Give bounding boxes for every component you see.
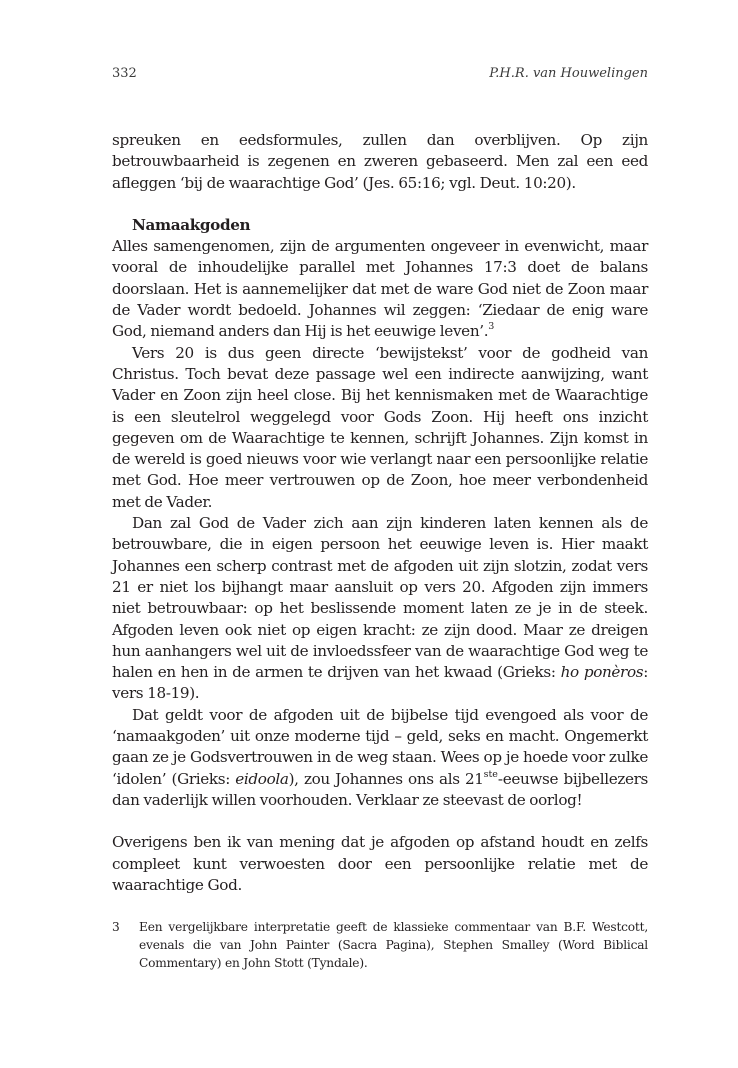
paragraph-text: ), zou Johannes ons als 21 xyxy=(288,769,484,788)
footnote-reference[interactable]: 3 xyxy=(488,321,495,333)
footnote-text: Een vergelijkbare interpretatie geeft de klassieke commentaar van B.F. Westcott, evenals die van John Painter (Sacra Pagina), Stephen Smalley (Word Biblical Commentary) en John Stott (Tyndale). xyxy=(139,920,648,970)
footnote xyxy=(112,918,648,972)
paragraph-continuation: spreuken en eedsformules, zullen dan overblijven. Op zijn betrouwbaarheid is zegenen en zweren gebaseerd. Men zal een eed afleggen ‘bij de waarachtige God’ (Jes. 65:16; vgl. Deut. 10:20). xyxy=(112,131,648,192)
paragraph-argument xyxy=(112,236,648,342)
page-number: 332 xyxy=(112,66,137,81)
footnotes xyxy=(112,918,648,972)
running-header xyxy=(112,66,648,86)
paragraph-text: -eeuwse bijbellezers dan vaderlijk willen voorhouden. Verklaar ze steevast de oorlog! xyxy=(112,769,648,809)
greek-term: ho ponèros xyxy=(560,663,644,682)
running-author: P.H.R. van Houwelingen xyxy=(489,66,648,81)
paragraph-text: Alles samengenomen, zijn de argumenten ongeveer in evenwicht, maar vooral de inhoudelijke parallel met Johannes 17:3 doet de balans doorslaan. Het is aannemelijker dat met de ware God niet de Zoon maar de Vader wordt bedoeld. Johannes wil zeggen: ‘Ziedaar de enig ware God, niemand anders dan Hij is het eeuwige leven’. xyxy=(112,237,648,341)
paragraph-modern-idols xyxy=(112,705,648,811)
paragraph-verse-20: Vers 20 is dus geen directe ‘bewijstekst’ voor de godheid van Christus. Toch bevat deze passage wel een indirecte aanwijzing, want Vader en Zoon zijn heel close. Bij het kennismaken met de Waarachtige is een sleutelrol weggelegd voor Gods Zoon. Hij heeft ons inzicht gegeven om de Waarachtige te kennen, schrijft Johannes. Zijn komst in de wereld is goed nieuws voor wie verlangt naar een persoonlijke relatie met God. Hoe meer vertrouwen op de Zoon, hoe meer verbondenheid met de Vader. xyxy=(112,343,648,511)
section-heading: Namaakgoden xyxy=(132,215,251,234)
paragraph-text: Dan zal God de Vader zich aan zijn kinderen laten kennen als de betrouwbare, die in eigen persoon het eeuwige leven is. Hier maakt Johannes een scherp contrast met de afgoden uit zijn slotzin, zodat vers 21 er niet los bijhangt maar aansluit op vers 20. Afgoden zijn immers niet betrouwbaar: op het beslissende moment laten ze je in de steek. Afgoden leven ook niet op eigen kracht: ze zijn dood. Maar ze dreigen hun aanhangers wel uit de invloedssfeer van de waarachtige God weg te halen en hen in de armen te drijven van het kwaad (Grieks: xyxy=(112,514,648,682)
paragraph-text: Dat geldt voor de afgoden uit de bijbelse tijd evengoed als voor de ‘namaakgoden’ uit onze moderne tijd – geld, seks en macht. Ongemerkt gaan ze je Godsvertrouwen in de weg staan. Wees op je hoede voor zulke ‘idolen’ (Grieks: xyxy=(112,705,648,788)
paragraph-idols xyxy=(112,513,648,705)
ordinal-suffix: ste xyxy=(483,768,498,780)
greek-term: eidoola xyxy=(235,769,289,788)
main-text xyxy=(112,130,648,896)
footnote-number: 3 xyxy=(112,920,120,934)
paragraph-text: : vers 18-19). xyxy=(112,663,648,703)
paragraph-conclusion: Overigens ben ik van mening dat je afgoden op afstand houdt en zelfs compleet kunt verwoesten door een persoonlijke relatie met de waarachtige God. xyxy=(112,833,648,894)
